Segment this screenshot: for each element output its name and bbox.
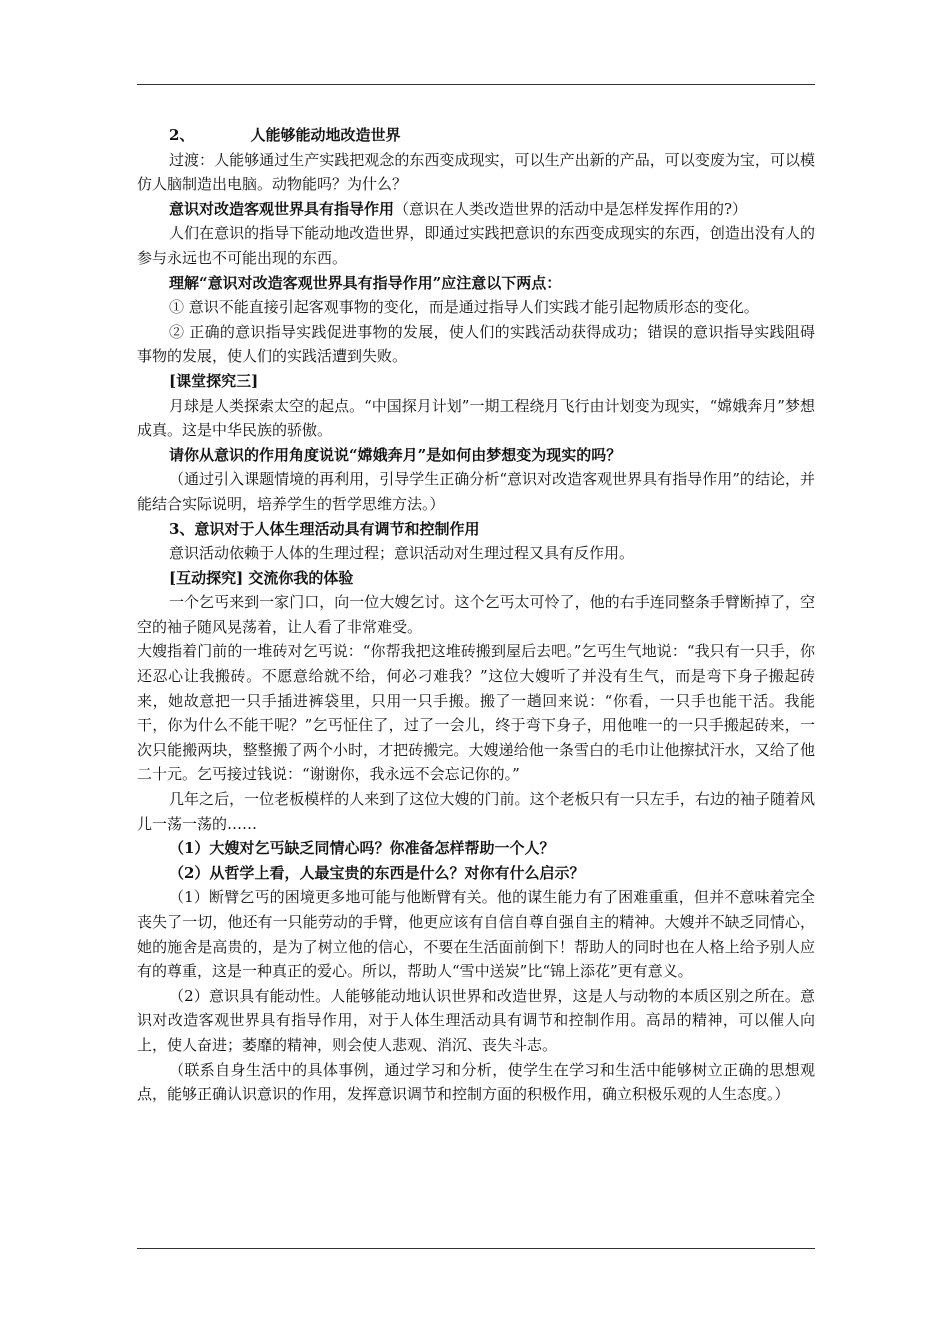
section-title: 人能够能动地改造世界 bbox=[250, 126, 401, 144]
section-3-text: 意识活动依赖于人体的生理过程；意识活动对生理过程又具有反作用。 bbox=[169, 544, 635, 563]
explore-3-heading: [课堂探究三] bbox=[169, 371, 259, 390]
section-3-heading: 3、意识对于人体生理活动具有调节和控制作用 bbox=[169, 519, 480, 538]
explore-3-note: （通过引入课题情境的再利用，引导学生正确分析“意识对改造客观世界具有指导作用”的结论，并能结合实际说明，培养学生的哲学思维方法。） bbox=[137, 470, 815, 513]
guide-bold: 意识对改造客观世界具有指导作用 bbox=[169, 199, 395, 218]
explore-3-question: 请你从意识的作用角度说说“嫦娥奔月”是如何由梦想变为现实的吗？ bbox=[169, 445, 622, 464]
explore-3-text: 月球是人类探索太空的起点。“中国探月计划”一期工程绕月飞行由计划变为现实，“嫦娥奔月”梦想成真。这是中华民族的骄傲。 bbox=[137, 396, 815, 440]
point-2: ② 正确的意识指导实践促进事物的发展，使人们的实践活动获得成功；错误的意识指导实践阻碍事物的发展，使人们的实践活遭到失败。 bbox=[137, 322, 815, 366]
story-paragraph-2: 大嫂指着门前的一堆砖对乞丐说：“你帮我把这堆砖搬到屋后去吧。”乞丐生气地说：“我只有一只手，你还忍心让我搬砖。不愿意给就不给，何必刁难我？”这位大嫂听了并没有生气，而是弯下身子搬起砖来，她故意把一只手插进裤袋里，只用一只手搬。搬了一趟回来说：“你看，一只手也能干活。我能干，你为什么不能干呢？”乞丐怔住了，过了一会儿，终于弯下身子，用他唯一的一只手搬起砖来，一次只能搬两块，整整搬了两个小时，才把砖搬完。大嫂递给他一条雪白的毛巾让他擦拭汗水，又给了他二十元。乞丐接过钱说：“谢谢你，我永远不会忘记你的。” bbox=[137, 642, 815, 784]
footer-rule bbox=[137, 1248, 815, 1249]
story-paragraph-1: 一个乞丐来到一家门口，向一位大嫂乞讨。这个乞丐太可怜了，他的右手连同整条手臂断掉了，空空的袖子随风晃荡着，让人看了非常难受。 bbox=[137, 593, 815, 636]
interactive-heading: [互动探究] 交流你我的体验 bbox=[169, 568, 354, 587]
story-paragraph-3: 几年之后，一位老板模样的人来到了这位大嫂的门前。这个老板只有一只左手，右边的袖子随着风儿一荡一荡的…… bbox=[137, 790, 815, 833]
understand-heading: 理解“意识对改造客观世界具有指导作用”应注意以下两点： bbox=[169, 273, 562, 292]
interactive-note: （联系自身生活中的具体事例，通过学习和分析，使学生在学习和生活中能够树立正确的思想观点，能够正确认识意识的作用，发挥意识调节和控制方面的积极作用，确立积极乐观的人生态度。） bbox=[137, 1060, 815, 1104]
point-1: ① 意识不能直接引起客观事物的变化，而是通过指导人们实践才能引起物质形态的变化。 bbox=[169, 298, 759, 317]
section-number: 2、 bbox=[169, 126, 195, 144]
guide-text: 人们在意识的指导下能动地改造世界，即通过实践把意识的东西变成现实的东西，创造出没有人的参与永远也不可能出现的东西。 bbox=[137, 224, 815, 267]
question-1: （1）大嫂对乞丐缺乏同情心吗？你准备怎样帮助一个人？ bbox=[169, 839, 555, 858]
section-2-heading bbox=[137, 123, 815, 148]
answer-1: （1）断臂乞丐的困境更多地可能与他断臂有关。他的谋生能力有了困难重重，但并不意味着完全丧失了一切，他还有一只能劳动的手臂，他更应该有自信自尊自强自主的精神。大嫂并不缺乏同情心，她的施舍是高贵的，是为了树立他的信心，不要在生活面前倒下！帮助人的同时也在人格上给予别人应有的尊重，这是一种真正的爱心。所以，帮助人“雪中送炭”比“锦上添花”更有意义。 bbox=[137, 888, 815, 981]
guide-paragraph bbox=[137, 197, 815, 222]
question-2: （2）从哲学上看，人最宝贵的东西是什么？对你有什么启示？ bbox=[169, 863, 585, 882]
transition-paragraph: 过渡：人能够通过生产实践把观念的东西变成现实，可以生产出新的产品，可以变废为宝，可以模仿人脑制造出电脑。动物能吗？为什么？ bbox=[137, 150, 815, 194]
header-rule bbox=[137, 84, 815, 85]
answer-2: （2）意识具有能动性。人能够能动地认识世界和改造世界，这是人与动物的本质区别之所在。意识对改造客观世界具有指导作用，对于人体生理活动具有调节和控制作用。高昂的精神，可以催人向上，使人奋进；萎靡的精神，则会使人悲观、消沉、丧失斗志。 bbox=[137, 986, 815, 1054]
document-body bbox=[137, 123, 815, 1107]
guide-note: （意识在人类改造世界的活动中是怎样发挥作用的?） bbox=[394, 199, 748, 218]
